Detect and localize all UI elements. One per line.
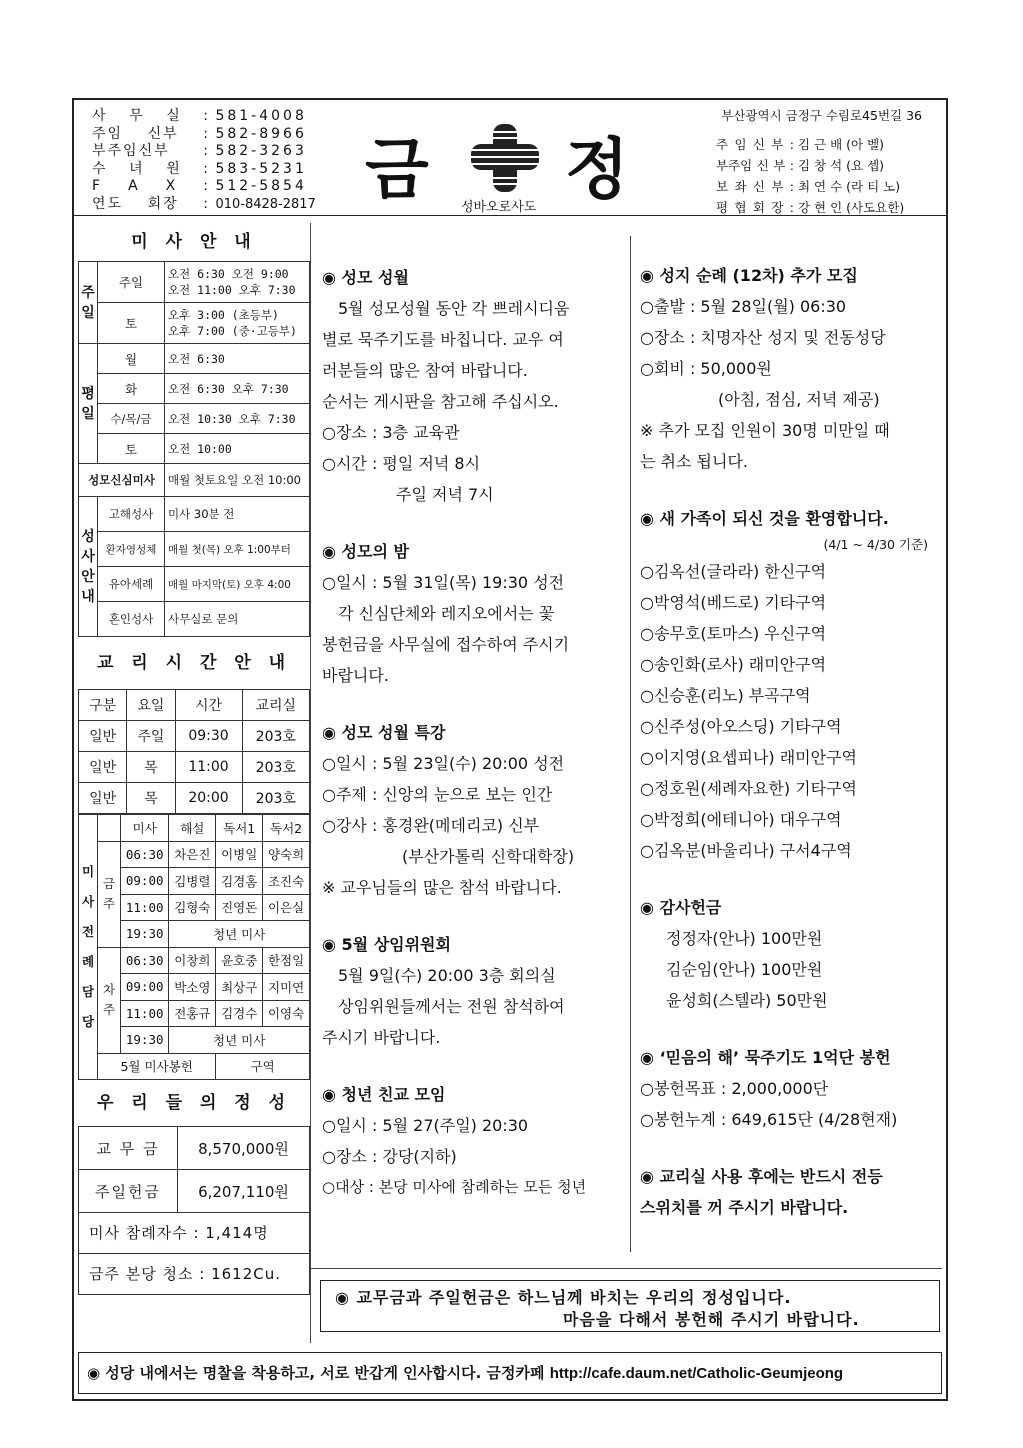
catechism-cell: 20:00 [175, 783, 242, 814]
clergy-role: 보 좌 신 부 : [716, 179, 795, 194]
member-item: ○박영석(베드로) 기타구역 [640, 593, 827, 612]
duty-cell: 조진숙 [263, 868, 310, 895]
phone-number: 010-8428-2817 [215, 196, 316, 212]
section-line: ◉ 교리실 사용 후에는 반드시 전등 [640, 1167, 883, 1186]
duty-cell: 김경수 [216, 1000, 263, 1027]
catechism-title: 교 리 시 간 안 내 [96, 653, 292, 673]
catechism-cell: 일반 [79, 752, 127, 783]
section-title: ◉ 성모 성월 특강 [322, 723, 446, 742]
duty-header: 독서2 [263, 815, 310, 842]
offering-label: 교 무 금 [79, 1127, 178, 1170]
catechism-cell: 203호 [242, 752, 309, 783]
phone-number: 582-3263 [215, 143, 307, 159]
footer-notice [78, 1352, 942, 1394]
offering-value: 6,207,110원 [178, 1170, 310, 1213]
masthead-title-left: 금 [365, 130, 429, 208]
phone-label: F A X : [92, 178, 210, 194]
offering-table [78, 1126, 310, 1213]
bottom-divider [310, 1268, 942, 1269]
section-title: ◉ ‘믿음의 해’ 묵주기도 1억단 봉헌 [640, 1048, 891, 1067]
section-line: ○장소 : 치명자산 성지 및 전동성당 [640, 328, 886, 347]
duty-header: 독서1 [216, 815, 263, 842]
section-line: ※ 추가 모집 인원이 30명 미만일 때 [640, 421, 890, 440]
phone-label: 주임 신부 : [92, 125, 210, 142]
spacer [640, 1135, 940, 1161]
section-line: ○봉헌목표 : 2,000,000단 [640, 1079, 829, 1098]
catechism-cell: 203호 [242, 783, 309, 814]
catechism-cell: 09:30 [175, 721, 242, 752]
mass-schedule-title: 미 사 안 내 [131, 232, 257, 252]
schedule-time: 오전 10:30 오후 7:30 [165, 404, 310, 434]
section-line: ○일시 : 5월 23일(수) 20:00 성전 [322, 754, 565, 773]
masthead [357, 108, 637, 215]
phone-directory [92, 108, 316, 213]
section-title: ◉ 성모의 밤 [322, 542, 409, 561]
member-item: ○송무호(토마스) 우신구역 [640, 624, 827, 643]
schedule-time: 오전 6:30 [165, 344, 310, 374]
sacrament-name: 환자영성체 [98, 532, 165, 567]
next-week-label: 차주 [98, 947, 121, 1053]
catechism-cell: 11:00 [175, 752, 242, 783]
phone-number: 512-5854 [215, 178, 307, 194]
section-line: ○출발 : 5월 28일(월) 06:30 [640, 297, 847, 316]
clergy-name: 김 창 석 (요 셉) [798, 158, 885, 173]
column-divider [630, 236, 631, 1252]
section-title: ◉ 청년 친교 모임 [322, 1085, 446, 1104]
sacrament-time: 매월 첫(목) 오후 1:00부터 [165, 532, 310, 567]
section-line: ○봉헌누계 : 649,615단 (4/28현재) [640, 1110, 898, 1129]
catechism-cell: 일반 [79, 721, 127, 752]
duty-time: 09:00 [121, 974, 169, 1001]
duty-cell: 이영숙 [263, 1000, 310, 1027]
member-item: ○김옥분(바울리나) 구서4구역 [640, 841, 852, 860]
schedule-day: 주일 [98, 262, 165, 303]
schedule-time: 오후 3:00 (초등부) [168, 308, 279, 322]
clergy-role: 평 협 회 장 : [716, 200, 795, 215]
duty-header: 미사 [121, 815, 169, 842]
duty-time: 19:30 [121, 1027, 169, 1054]
section-title: ◉ 5월 상임위원회 [322, 935, 451, 954]
section-line: ○일시 : 5월 27(주일) 20:30 [322, 1116, 529, 1135]
section-line: (아침, 점심, 저녁 제공) [718, 390, 880, 409]
duty-header: 해설 [169, 815, 216, 842]
duty-time: 06:30 [121, 947, 169, 974]
section-title: ◉ 성지 순례 (12차) 추가 모집 [640, 266, 858, 285]
left-column [78, 223, 310, 1295]
notice-line: 마음을 다해서 봉헌해 주시기 바랍니다. [563, 1310, 860, 1329]
left-divider [310, 223, 311, 1343]
liturgy-duty-table [78, 814, 310, 1080]
section-line: 각 신심단체와 레지오에서는 꽃 [338, 604, 555, 623]
section-line: 러분들의 많은 참여 바랍니다. [322, 361, 528, 380]
member-item: ○송인화(로사) 래미안구역 [640, 655, 827, 674]
duty-cell: 진영돈 [216, 894, 263, 921]
duty-cell: 지미연 [263, 974, 310, 1001]
duty-cell: 이병일 [216, 841, 263, 868]
section-note: (4/1 ~ 4/30 기준) [823, 537, 928, 552]
catechism-cell: 주일 [127, 721, 175, 752]
section-line: 5월 성모성월 동안 각 쁘레시디움 [338, 299, 570, 318]
schedule-day: 토 [98, 303, 165, 344]
sacrament-name: 유아세례 [98, 567, 165, 602]
phone-label: 부주임신부 : [92, 143, 210, 159]
schedule-time: 오전 6:30 오전 9:00 [168, 267, 289, 281]
section-line: ※ 교우님들의 많은 참석 바랍니다. [322, 878, 562, 897]
schedule-time: 오전 6:30 오후 7:30 [165, 374, 310, 404]
section-line: (부산가톨릭 신학대학장) [402, 847, 575, 866]
spacer [322, 1053, 622, 1079]
duty-cell: 이은실 [263, 894, 310, 921]
section-line: ○주제 : 신앙의 눈으로 보는 인간 [322, 785, 553, 804]
phone-number: 583-5231 [215, 160, 307, 177]
spacer [640, 866, 940, 892]
schedule-day: 화 [98, 374, 165, 404]
phone-label: 연도 회장 : [92, 195, 210, 212]
mass-attendance: 미사 참례자수 : 1,414명 [78, 1213, 310, 1254]
duty-cell: 김경홈 [216, 868, 263, 895]
catechism-cell: 목 [127, 752, 175, 783]
section-line: 5월 9일(수) 20:00 3층 회의실 [338, 966, 556, 985]
footer-text: ◉ 성당 내에서는 명찰을 착용하고, 서로 반갑게 인사합시다. 금정카페 [87, 1364, 545, 1382]
this-week-label: 금주 [98, 841, 121, 947]
spacer [322, 510, 622, 536]
offering-title: 우 리 들 의 정 성 [96, 1093, 292, 1113]
section-title: ◉ 새 가족이 되신 것을 환영합니다. [640, 509, 889, 528]
duty-time: 11:00 [121, 894, 169, 921]
section-line: 정정자(안나) 100만원 [666, 929, 823, 948]
phone-label: 사 무 실 : [92, 108, 210, 124]
right-column [640, 260, 940, 1223]
section-line: ○회비 : 50,000원 [640, 359, 772, 378]
section-line: 봉헌금을 사무실에 접수하여 주시기 [322, 635, 570, 654]
church-address: 부산광역시 금정구 수림로45번길 36 [721, 108, 922, 123]
section-line: 상임위원들께서는 전원 참석하여 [338, 997, 565, 1016]
sacrament-label: 성사안내 [79, 497, 98, 637]
section-line: 주시기 바랍니다. [322, 1028, 441, 1047]
spacer [322, 903, 622, 929]
section-line: 별로 묵주기도를 바칩니다. 교우 여 [322, 330, 564, 349]
member-item: ○정호원(세례자요한) 기타구역 [640, 779, 858, 798]
section-line: 순서는 게시판을 참고해 주십시오. [322, 392, 559, 411]
sacrament-name: 고해성사 [98, 497, 165, 532]
cross-logo-icon [467, 122, 543, 194]
clergy-list [716, 134, 922, 218]
duty-cell: 최상구 [216, 974, 263, 1001]
schedule-day: 토 [98, 434, 165, 464]
catechism-cell: 203호 [242, 721, 309, 752]
duty-time: 11:00 [121, 1000, 169, 1027]
flower-offering-value: 구역 [216, 1053, 310, 1080]
section-line: ○시간 : 평일 저녁 8시 [322, 454, 481, 473]
clergy-name: 김 근 배 (아 벨) [798, 137, 885, 152]
section-line: ○대상 : 본당 미사에 참례하는 모든 청년 [322, 1178, 587, 1196]
section-line: 스위치를 꺼 주시기 바랍니다. [640, 1198, 849, 1217]
section-line: ○장소 : 강당(지하) [322, 1147, 457, 1166]
clergy-name: 최 연 수 (라 티 노) [798, 179, 901, 194]
duty-cell: 한점일 [263, 947, 310, 974]
sacrament-time: 사무실로 문의 [165, 602, 310, 637]
catechism-header: 구분 [79, 690, 127, 721]
section-line: 는 취소 됩니다. [640, 452, 748, 471]
member-item: ○신승훈(리노) 부곡구역 [640, 686, 811, 705]
spacer [640, 477, 940, 503]
section-line: ○강사 : 홍경완(메데리코) 신부 [322, 816, 540, 835]
member-item: ○김옥선(글라라) 한신구역 [640, 562, 827, 581]
duty-cell: 이창희 [169, 947, 216, 974]
sacrament-name: 혼인성사 [98, 602, 165, 637]
flower-offering-label: 5월 미사봉헌 [98, 1053, 216, 1080]
member-item: ○이지영(요셉피나) 래미안구역 [640, 748, 858, 767]
clergy-name: 강 현 인 (사도요한) [798, 200, 905, 215]
duty-cell: 김병렬 [169, 868, 216, 895]
phone-number: 582-8966 [215, 125, 307, 142]
spacer [640, 1016, 940, 1042]
catechism-table [78, 689, 310, 814]
catechism-header: 교리실 [242, 690, 309, 721]
weekday-label: 평일 [79, 344, 98, 464]
middle-column [322, 262, 622, 1203]
member-item: ○박정희(에테니아) 대우구역 [640, 810, 842, 829]
sunday-label: 주일 [79, 262, 98, 344]
section-line: 바랍니다. [322, 666, 389, 685]
blank-corner [98, 815, 121, 842]
section-line: ○일시 : 5월 31일(목) 19:30 성전 [322, 573, 565, 592]
sacrament-time: 미사 30분 전 [165, 497, 310, 532]
catechism-header: 시간 [175, 690, 242, 721]
schedule-time: 오전 11:00 오후 7:30 [168, 283, 296, 297]
marian-mass-time: 매월 첫토요일 오전 10:00 [165, 464, 310, 497]
clergy-role: 부주임 신 부 : [716, 158, 795, 173]
section-line: 윤성희(스텔라) 50만원 [666, 991, 828, 1010]
section-line: ○장소 : 3층 교육관 [322, 423, 460, 442]
schedule-time: 오후 7:00 (중·고등부) [168, 324, 297, 338]
phone-number: 581-4008 [215, 108, 307, 124]
duty-cell: 김형숙 [169, 894, 216, 921]
section-line: 주일 저녁 7시 [396, 485, 494, 504]
offering-notice [320, 1280, 940, 1332]
duty-cell: 전홍규 [169, 1000, 216, 1027]
section-title: ◉ 감사헌금 [640, 898, 722, 917]
sacrament-time: 매월 마지막(토) 오후 4:00 [165, 567, 310, 602]
cafe-link[interactable]: http://cafe.daum.net/Catholic-Geumjeong [549, 1365, 844, 1382]
duty-cell: 박소영 [169, 974, 216, 1001]
marian-mass-label: 성모신심미사 [79, 464, 165, 497]
section-line: 김순임(안나) 100만원 [666, 960, 823, 979]
masthead-title-right: 정 [565, 130, 629, 208]
liturgy-duty-label: 미사전례담당 [79, 815, 98, 1080]
duty-time: 06:30 [121, 841, 169, 868]
catechism-cell: 일반 [79, 783, 127, 814]
schedule-day: 수/목/금 [98, 404, 165, 434]
header [72, 98, 948, 216]
youth-mass: 청년 미사 [169, 921, 310, 948]
catechism-header: 요일 [127, 690, 175, 721]
duty-cell: 양숙희 [263, 841, 310, 868]
masthead-subtitle: 성바오로사도 [461, 200, 537, 215]
schedule-times [165, 303, 310, 344]
spacer [322, 691, 622, 717]
section-title: ◉ 성모 성월 [322, 268, 409, 287]
duty-cell: 차은진 [169, 841, 216, 868]
phone-label: 수 녀 원 : [92, 160, 210, 177]
member-item: ○신주성(아오스딩) 기타구역 [640, 717, 842, 736]
offering-label: 주일헌금 [79, 1170, 178, 1213]
schedule-times [165, 262, 310, 303]
duty-time: 19:30 [121, 921, 169, 948]
mass-schedule-table [78, 261, 310, 637]
clergy-role: 주 임 신 부 : [716, 137, 795, 152]
notice-line: ◉ 교무금과 주일헌금은 하느님께 바치는 우리의 정성입니다. [335, 1288, 792, 1307]
duty-cell: 윤호중 [216, 947, 263, 974]
cleaning-duty: 금주 본당 청소 : 1612Cu. [78, 1254, 310, 1295]
schedule-day: 월 [98, 344, 165, 374]
catechism-cell: 목 [127, 783, 175, 814]
offering-value: 8,570,000원 [178, 1127, 310, 1170]
youth-mass: 청년 미사 [169, 1027, 310, 1054]
schedule-time: 오전 10:00 [165, 434, 310, 464]
duty-time: 09:00 [121, 868, 169, 895]
